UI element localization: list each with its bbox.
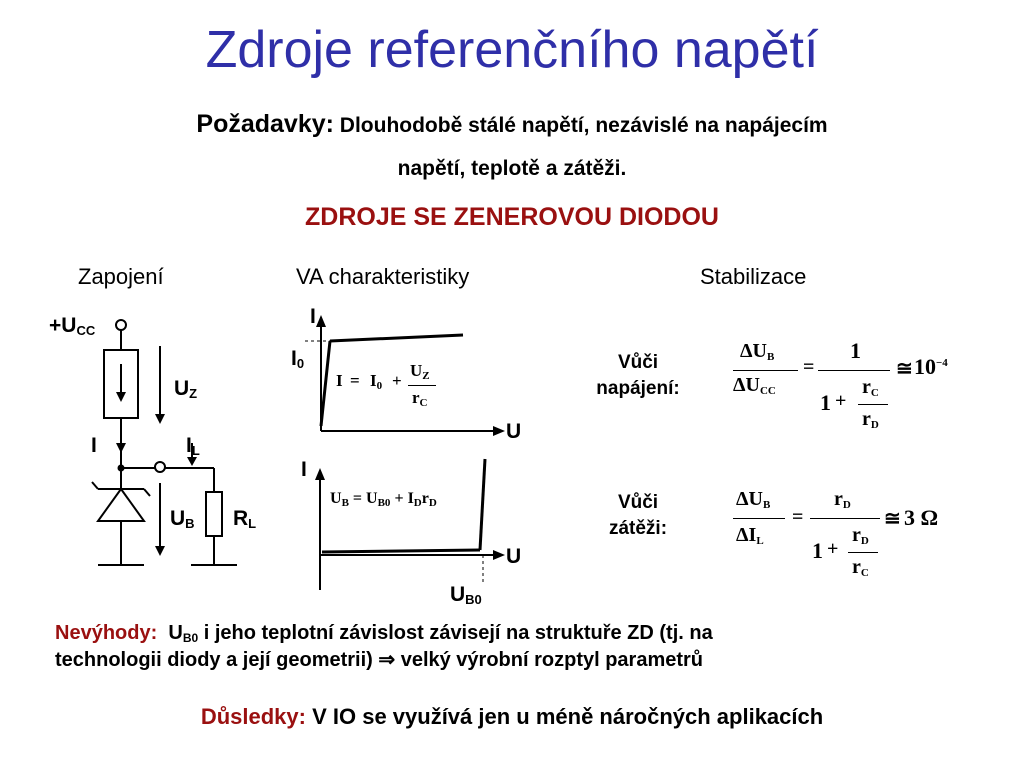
va-bottom-axis-y: I [301, 458, 307, 481]
va-top-axis-x: U [506, 420, 522, 443]
va-top-eq-den: $r_C$ [412, 388, 428, 409]
requirements-label: Požadavky: [196, 110, 334, 138]
requirements-text-1: Dlouhodobě stálé napětí, nezávislé na napájecím [339, 114, 828, 137]
va-bottom-curve-steep [480, 459, 485, 550]
column-header-stabilization: Stabilizace [700, 264, 807, 289]
stab-supply-label: Vůči napájení: [596, 352, 680, 399]
column-header-wiring: Zapojení [78, 264, 164, 289]
va-top-axis-y: I [310, 305, 316, 328]
implies-arrow: ⇒ [378, 649, 396, 671]
ub-label: $U_B$ [170, 507, 195, 531]
stab-load-label: Vůči zátěži: [608, 492, 668, 539]
va-bottom-equation: $U_B = U_{B0} + I_Dr_D$ [330, 490, 437, 509]
consequences-label: Důsledky: [200, 704, 306, 729]
va-chart-top [0, 0, 520, 610]
va-top-eq-num: $U_Z$ [410, 361, 430, 382]
requirements-text-2: napětí, teplotě a zátěži. [397, 157, 627, 180]
ucc-label: $+U_{CC}$ [49, 314, 96, 338]
slide-title: Zdroje referenčního napětí [205, 21, 819, 79]
consequences-text: V IO se využívá jen u méně náročných aplikacích [305, 704, 824, 729]
va-top-eq-i0: $I_0$ [370, 371, 383, 392]
va-top-curve-steep [321, 341, 330, 426]
uz-label: $U_Z$ [174, 377, 198, 401]
rl-label: $R_L$ [233, 507, 257, 531]
disadvantages-paragraph: Nevýhody: $U_{B0}$ i jeho teplotní závislost závisejí na struktuře ZD (tj. na technologii diody a její geometrii) ⇒ velký výrobní rozptyl parametrů [55, 622, 713, 671]
va-top-curve-flat [330, 335, 463, 341]
disadvantages-label: Nevýhody: [55, 622, 158, 644]
column-header-va: VA charakteristiky [296, 264, 470, 289]
va-bottom-axis-x: U [506, 545, 522, 568]
va-bottom-curve-flat [322, 550, 480, 552]
va-bottom-ub0-label: $U_{B0}$ [450, 583, 482, 607]
va-top-i0-label: $I_0$ [291, 347, 305, 371]
consequences-line [0, 704, 1024, 730]
il-label: $I_L$ [186, 434, 200, 458]
section-subtitle: ZDROJE SE ZENEROVOU DIODOU [305, 203, 719, 231]
current-i-label: I [91, 434, 97, 457]
